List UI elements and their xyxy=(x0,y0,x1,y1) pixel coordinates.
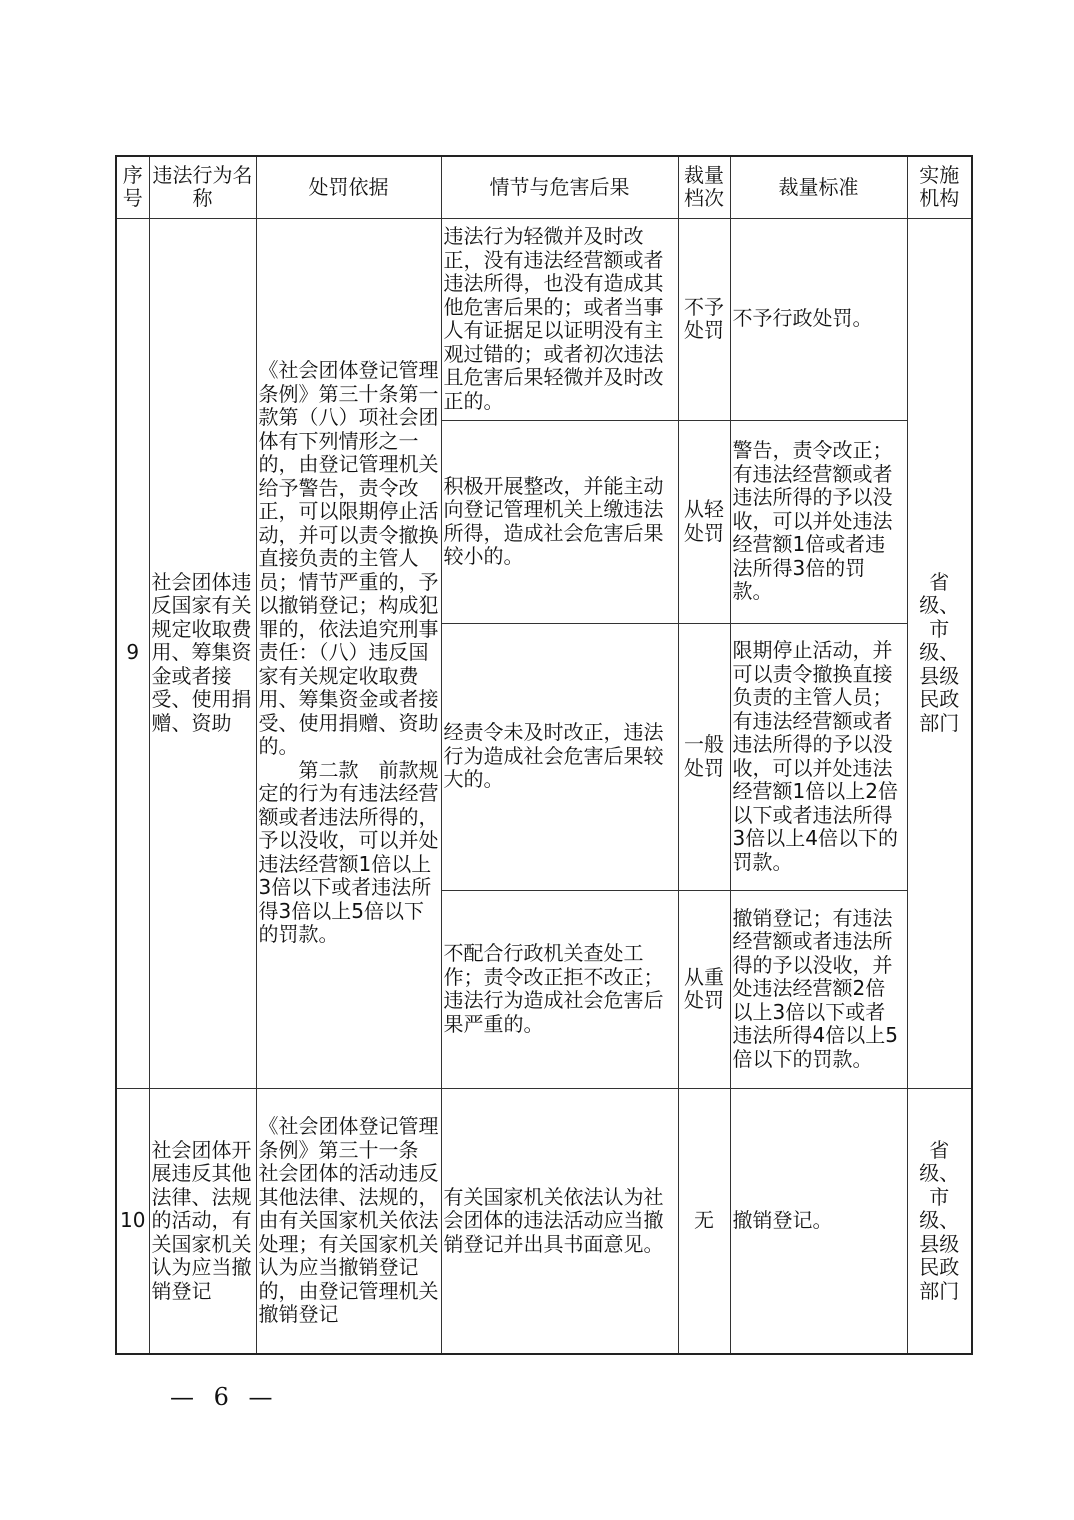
header-standard: 裁量标准 xyxy=(730,156,907,218)
header-row xyxy=(116,156,972,218)
row-9-name: 社会团体违反国家有关规定收取费用、筹集资金或者接受、使用捐赠、资助 xyxy=(149,218,256,1088)
row-10-circumstance: 有关国家机关依法认为社会团体的违法活动应当撤销登记并出具书面意见。 xyxy=(441,1088,678,1354)
row-10-basis: 《社会团体登记管理条例》第三十一条 社会团体的活动违反其他法律、法规的，由有关国家机关依法处理；有关国家机关认为应当撤销登记的，由登记管理机关撤销登记 xyxy=(256,1088,441,1354)
header-circumstance: 情节与危害后果 xyxy=(441,156,678,218)
row-9-tier-1-standard: 不予行政处罚。 xyxy=(730,218,907,420)
row-9-agency: 省级、市级、县级民政部门 xyxy=(907,218,972,1088)
row-10-level: 无 xyxy=(678,1088,730,1354)
row-9-tier-4-level: 从重处罚 xyxy=(678,890,730,1088)
header-seq: 序号 xyxy=(116,156,149,218)
row-10-agency: 省级、市级、县级民政部门 xyxy=(907,1088,972,1354)
row-9-tier-3-level: 一般处罚 xyxy=(678,623,730,890)
row-9-tier-1-circumstance: 违法行为轻微并及时改正，没有违法经营额或者违法所得，也没有造成其他危害后果的；或者当事人有证据足以证明没有主观过错的；或者初次违法且危害后果轻微并及时改正的。 xyxy=(441,218,678,420)
row-9-tier-3-circumstance: 经责令未及时改正，违法行为造成社会危害后果较大的。 xyxy=(441,623,678,890)
header-basis: 处罚依据 xyxy=(256,156,441,218)
row-9-tier-4-circumstance: 不配合行政机关查处工作；责令改正拒不改正；违法行为造成社会危害后果严重的。 xyxy=(441,890,678,1088)
row-9-tier-4-standard: 撤销登记；有违法经营额或者违法所得的予以没收，并处违法经营额2倍以上3倍以下或者违法所得4倍以上5倍以下的罚款。 xyxy=(730,890,907,1088)
row-10-seq: 10 xyxy=(116,1088,149,1354)
row-9-tier-2-level: 从轻处罚 xyxy=(678,420,730,623)
penalty-discretion-table xyxy=(115,155,973,1355)
header-level: 裁量档次 xyxy=(678,156,730,218)
row-9-tier-3-standard: 限期停止活动，并可以责令撤换直接负责的主管人员；有违法经营额或者违法所得的予以没收，可以并处违法经营额1倍以上2倍以下或者违法所得3倍以上4倍以下的罚款。 xyxy=(730,623,907,890)
page-number: — 6 — xyxy=(170,1383,279,1411)
table-row xyxy=(116,218,972,420)
row-10-standard: 撤销登记。 xyxy=(730,1088,907,1354)
row-9-seq: 9 xyxy=(116,218,149,1088)
row-9-basis: 《社会团体登记管理条例》第三十条第一款第（八）项社会团体有下列情形之一的，由登记管理机关给予警告，责令改正，可以限期停止活动，并可以责令撤换直接负责的主管人员；情节严重的，予以撤销登记；构成犯罪的，依法追究刑事责任：（八）违反国家有关规定收取费用、筹集资金或者接受、使用捐赠、资助的。 第二款 前款规定的行为有违法经营额或者违法所得的，予以没收，可以并处违法经营额1倍以上3倍以下或者违法所得3倍以上5倍以下的罚款。 xyxy=(256,218,441,1088)
header-name: 违法行为名称 xyxy=(149,156,256,218)
row-9-tier-2-circumstance: 积极开展整改，并能主动向登记管理机关上缴违法所得，造成社会危害后果较小的。 xyxy=(441,420,678,623)
header-agency: 实施机构 xyxy=(907,156,972,218)
table-row xyxy=(116,1088,972,1354)
row-10-name: 社会团体开展违反其他法律、法规的活动，有关国家机关认为应当撤销登记 xyxy=(149,1088,256,1354)
row-9-tier-1-level: 不予处罚 xyxy=(678,218,730,420)
row-9-tier-2-standard: 警告，责令改正；有违法经营额或者违法所得的予以没收，可以并处违法经营额1倍或者违法所得3倍的罚款。 xyxy=(730,420,907,623)
